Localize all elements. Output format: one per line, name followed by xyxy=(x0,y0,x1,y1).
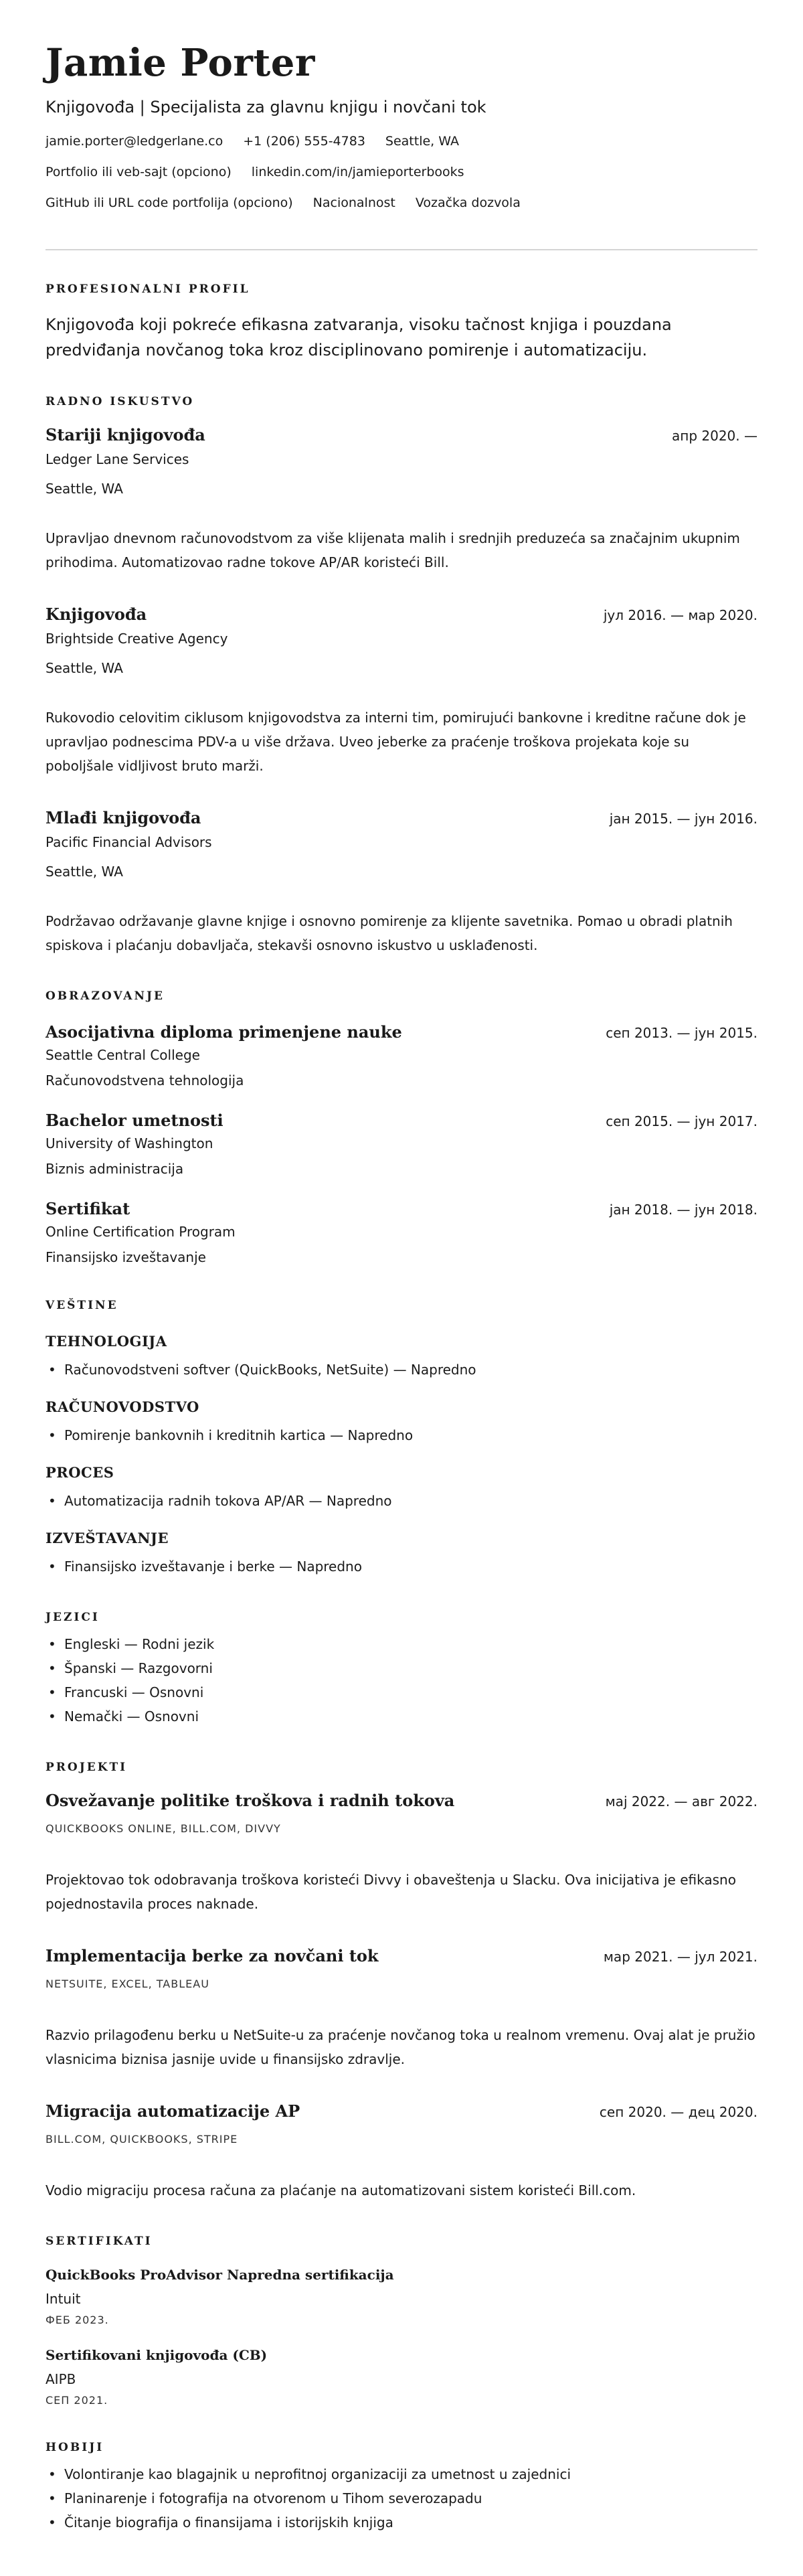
job-dates: јул 2016. — мар 2020. xyxy=(603,607,757,623)
project-name: Osvežavanje politike troškova i radnih tokova xyxy=(46,1791,455,1810)
degree-title: Asocijativna diploma primenjene nauke xyxy=(46,1022,402,1042)
certification-item xyxy=(46,2346,757,2409)
profile-summary: Knjigovođa koji pokreće efikasna zatvaranja, visoku tačnost knjiga i pouzdana predviđanja novčanog toka kroz disciplinovano pomirenje i automatizaciju. xyxy=(46,315,672,359)
linkedin-link[interactable]: linkedin.com/in/jamieporterbooks xyxy=(251,165,464,179)
header-divider xyxy=(46,249,757,250)
email-link[interactable]: jamie.porter@ledgerlane.co xyxy=(46,134,224,149)
job-dates: апр 2020. — xyxy=(672,428,757,444)
job-title: Knjigovođa xyxy=(46,605,147,624)
project-item xyxy=(46,1790,757,1916)
company-name: Pacific Financial Advisors xyxy=(46,834,212,850)
project-name: Migracija automatizacije AP xyxy=(46,2101,300,2121)
education-heading: OBRAZOVANJE xyxy=(46,989,165,1003)
certification-item xyxy=(46,2265,757,2328)
project-item xyxy=(46,1945,757,2071)
job-description: Upravljao dnevnom računovodstvom za više klijenata malih i srednjih preduzeća sa značajnim ukupnim prihodima. Automatizovao radne tokove AP/AR koristeći Bill. xyxy=(46,530,740,570)
hobby-list xyxy=(46,2462,757,2534)
languages-heading: JEZICI xyxy=(46,1611,100,1624)
language-item: • Španski — Razgovorni xyxy=(46,1656,757,1680)
hobby-item: • Čitanje biografija o finansijama i istorijskih knjiga xyxy=(46,2510,757,2534)
field-of-study: Finansijsko izveštavanje xyxy=(46,1249,206,1265)
education-dates: сеп 2015. — јун 2017. xyxy=(606,1113,757,1129)
experience-item xyxy=(46,807,757,957)
skill-list xyxy=(46,1358,757,1382)
project-description: Vodio migraciju procesa računa za plaćanje na automatizovani sistem koristeći Bill.com. xyxy=(46,2182,636,2198)
degree-title: Bachelor umetnosti xyxy=(46,1111,224,1130)
language-item: • Nemački — Osnovni xyxy=(46,1704,757,1728)
school-name: Seattle Central College xyxy=(46,1047,200,1063)
job-dates: јан 2015. — јун 2016. xyxy=(609,811,757,827)
education-dates: сеп 2013. — јун 2015. xyxy=(606,1025,757,1041)
experience-item xyxy=(46,424,757,574)
school-name: University of Washington xyxy=(46,1135,213,1151)
certification-issuer: Intuit xyxy=(46,2291,81,2307)
skill-item: • Pomirenje bankovnih i kreditnih kartica — Napredno xyxy=(46,1423,757,1447)
headline: Knjigovođa | Specijalista za glavnu knjigu i novčani tok xyxy=(46,98,486,116)
company-name: Brightside Creative Agency xyxy=(46,631,228,647)
field-of-study: Biznis administracija xyxy=(46,1161,184,1177)
company-name: Ledger Lane Services xyxy=(46,451,189,467)
skill-item: • Računovodstveni softver (QuickBooks, NetSuite) — Napredno xyxy=(46,1358,757,1382)
job-location: Seattle, WA xyxy=(46,481,123,497)
skill-item: • Finansijsko izveštavanje i berke — Napredno xyxy=(46,1554,757,1579)
profile-heading: PROFESIONALNI PROFIL xyxy=(46,283,250,296)
project-tech: BILL.COM, QUICKBOOKS, STRIPE xyxy=(46,2133,238,2146)
certification-name: Sertifikovani knjigovođa (CB) xyxy=(46,2347,268,2363)
drivers-license: Vozačka dozvola xyxy=(415,195,521,210)
skill-item: • Automatizacija radnih tokova AP/AR — Napredno xyxy=(46,1489,757,1513)
skill-category: TEHNOLOGIJA xyxy=(46,1333,167,1350)
job-title: Mlađi knjigovođa xyxy=(46,808,201,827)
language-item: • Engleski — Rodni jezik xyxy=(46,1632,757,1656)
certifications-heading: SERTIFIKATI xyxy=(46,2235,153,2248)
project-dates: мај 2022. — авг 2022. xyxy=(605,1793,757,1809)
language-list xyxy=(46,1632,757,1728)
skill-list xyxy=(46,1489,757,1513)
project-description: Projektovao tok odobravanja troškova koristeći Divvy i obaveštenja u Slacku. Ova inicijativa je efikasno pojednostavila proces naknade. xyxy=(46,1872,736,1912)
project-dates: сеп 2020. — дец 2020. xyxy=(599,2104,757,2120)
hobby-item: • Planinarenje i fotografija na otvorenom u Tihom severozapadu xyxy=(46,2486,757,2510)
project-dates: мар 2021. — јул 2021. xyxy=(603,1949,757,1965)
certification-issuer: AIPB xyxy=(46,2371,76,2387)
field-of-study: Računovodstvena tehnologija xyxy=(46,1072,244,1089)
education-dates: јан 2018. — јун 2018. xyxy=(609,1202,757,1218)
hobby-item: • Volontiranje kao blagajnik u neprofitnoj organizaciji za umetnost u zajednici xyxy=(46,2462,757,2486)
skill-category: PROCES xyxy=(46,1464,114,1481)
job-description: Podržavao održavanje glavne knjige i osnovno pomirenje za klijente savetnika. Pomao u obradi platnih spiskova i plaćanju dobavljača, stekavši osnovno iskustvo u usklađenosti. xyxy=(46,913,733,953)
skill-category: IZVEŠTAVANJE xyxy=(46,1530,169,1546)
projects-heading: PROJEKTI xyxy=(46,1761,128,1774)
skill-category: RAČUNOVODSTVO xyxy=(46,1398,199,1415)
experience-heading: RADNO ISKUSTVO xyxy=(46,395,195,408)
certification-date: СЕП 2021. xyxy=(46,2394,108,2407)
candidate-name: Jamie Porter xyxy=(46,41,315,85)
github-link[interactable]: GitHub ili URL code portfolija (opciono) xyxy=(46,195,293,210)
project-name: Implementacija berke za novčani tok xyxy=(46,1946,379,1965)
hobbies-heading: HOBIJI xyxy=(46,2441,104,2454)
project-item xyxy=(46,2101,757,2202)
nationality: Nacionalnost xyxy=(313,195,395,210)
certification-date: ФЕБ 2023. xyxy=(46,2314,109,2326)
skills-heading: VEŠTINE xyxy=(46,1299,118,1312)
contact-row-3 xyxy=(46,194,757,212)
contact-row-2 xyxy=(46,163,757,181)
job-title: Stariji knjigovođa xyxy=(46,425,205,445)
school-name: Online Certification Program xyxy=(46,1224,236,1240)
phone-number[interactable]: +1 (206) 555-4783 xyxy=(243,134,365,149)
job-location: Seattle, WA xyxy=(46,660,123,676)
experience-item xyxy=(46,604,757,778)
degree-title: Sertifikat xyxy=(46,1199,130,1218)
education-item xyxy=(46,1198,757,1267)
education-item xyxy=(46,1110,757,1178)
certification-name: QuickBooks ProAdvisor Napredna sertifikacija xyxy=(46,2267,394,2283)
contact-row-1 xyxy=(46,133,757,150)
job-description: Rukovodio celovitim ciklusom knjigovodstva za interni tim, pomirujući bankovne i kreditne račune dok je upravljao podnescima PDV-a u više država. Uveo jeberke za praćenje troškova projekata koje su poboljšale vidljivost bruto marži. xyxy=(46,710,746,774)
portfolio-link[interactable]: Portfolio ili veb-sajt (opciono) xyxy=(46,165,232,179)
education-item xyxy=(46,1022,757,1090)
project-tech: NETSUITE, EXCEL, TABLEAU xyxy=(46,1978,209,1990)
location: Seattle, WA xyxy=(385,134,459,149)
skill-list xyxy=(46,1423,757,1447)
skill-list xyxy=(46,1554,757,1579)
project-description: Razvio prilagođenu berku u NetSuite-u za praćenje novčanog toka u realnom vremenu. Ovaj alat je pružio vlasnicima biznisa jasnije uvide u finansijsko zdravlje. xyxy=(46,2027,755,2067)
job-location: Seattle, WA xyxy=(46,864,123,880)
project-tech: QUICKBOOKS ONLINE, BILL.COM, DIVVY xyxy=(46,1822,281,1835)
language-item: • Francuski — Osnovni xyxy=(46,1680,757,1704)
